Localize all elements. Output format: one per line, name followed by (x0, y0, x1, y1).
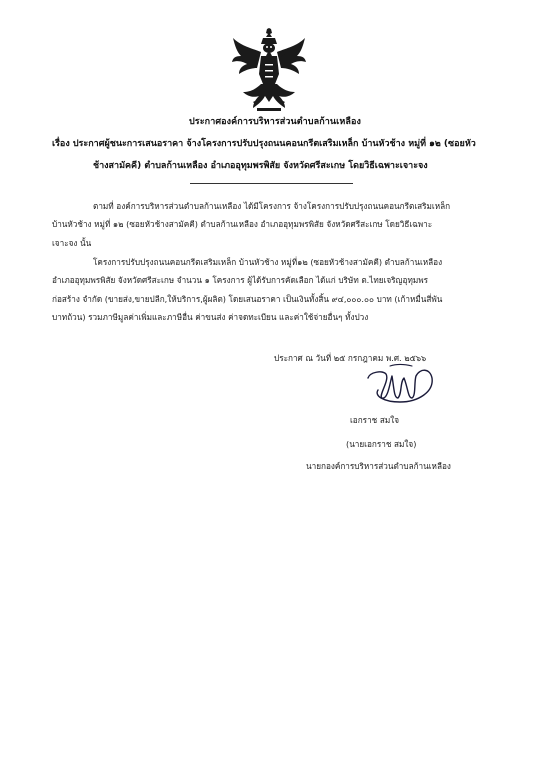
signer-name: เอกราช สมใจ (350, 415, 400, 425)
body-paragraph-1-line-3: เจาะจง นั้น (52, 238, 92, 248)
subject-line-2: ช้างสามัคคี) ตำบลก้านเหลือง อำเภออุทุมพรพิสัย จังหวัดศรีสะเกษ โดยวิธีเฉพาะเจาะจง (93, 161, 428, 171)
announcement-date: ประกาศ ณ วันที่ ๒๕ กรกฎาคม พ.ศ. ๒๕๖๖ (274, 353, 427, 363)
subject-line-1: เรื่อง ประกาศผู้ชนะการเสนอราคา จ้างโครงการปรับปรุงถนนคอนกรีตเสริมเหล็ก บ้านหัวช้าง หมู่ที่ ๑๒ (ซอยหัว (52, 139, 476, 149)
handwritten-signature-icon (360, 358, 438, 408)
body-paragraph-1-line-2: บ้านหัวช้าง หมู่ที่ ๑๒ (ซอยหัวช้างสามัคคี) ตำบลก้านเหลือง อำเภออุทุมพรพิสัย จังหวัดศรีสะเกษ โดยวิธีเฉพาะ (52, 219, 433, 229)
body-paragraph-2-line-4: บาทถ้วน) รวมภาษีมูลค่าเพิ่มและภาษีอื่น ค่าขนส่ง ค่าจดทะเบียน และค่าใช้จ่ายอื่นๆ ทั้งปวง (52, 312, 369, 322)
body-paragraph-2-line-1: โครงการปรับปรุงถนนคอนกรีตเสริมเหล็ก บ้านหัวช้าง หมู่ที่๑๒ (ซอยหัวช้างสามัคคี) ตำบลก้านเหลือง (93, 257, 443, 267)
body-paragraph-2-line-2: อำเภออุทุมพรพิสัย จังหวัดศรีสะเกษ จำนวน ๑ โครงการ ผู้ได้รับการคัดเลือก ได้แก่ บริษัท ต.ไทยเจริญอุทุมพร (52, 275, 429, 285)
signer-position: นายกองค์การบริหารส่วนตำบลก้านเหลือง (306, 461, 451, 471)
garuda-emblem-icon (231, 28, 307, 114)
signer-name-parenthesized: (นายเอกราช สมใจ) (346, 439, 417, 449)
body-paragraph-2-line-3: ก่อสร้าง จำกัด (ขายส่ง,ขายปลีก,ให้บริการ,ผู้ผลิต) โดยเสนอราคา เป็นเงินทั้งสิ้น ๙๔,๐๐๐.๐๐ บาท (เก้าหมื่นสี่พัน (52, 294, 443, 304)
body-paragraph-1-line-1: ตามที่ องค์การบริหารส่วนตำบลก้านเหลือง ได้มีโครงการ จ้างโครงการปรับปรุงถนนคอนกรีตเสริมเหล็ก (93, 201, 451, 211)
issuer-title: ประกาศองค์การบริหารส่วนตำบลก้านเหลือง (188, 117, 362, 127)
divider-line (190, 183, 353, 184)
